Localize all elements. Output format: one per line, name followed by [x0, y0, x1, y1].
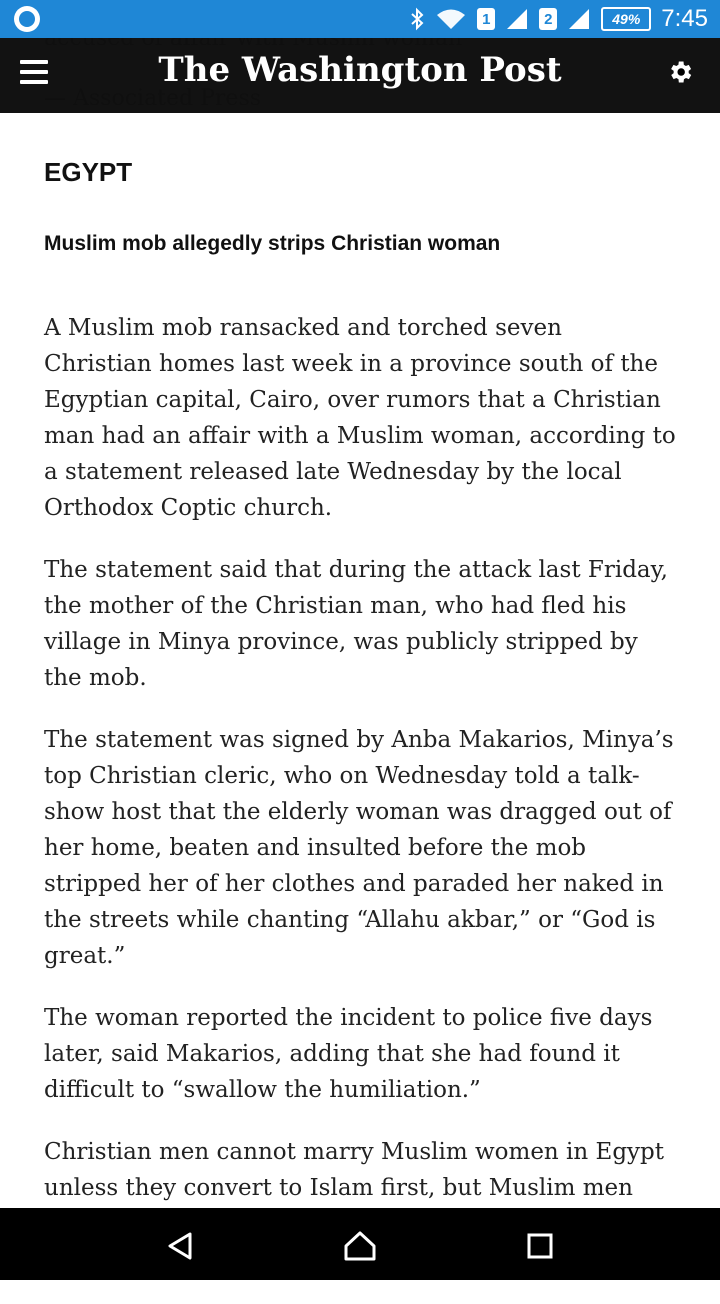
article-body — [44, 310, 676, 1278]
article-paragraph: The woman reported the incident to police five days later, said Makarios, adding that she had found it difficult to “swallow the humiliation.” — [44, 1005, 653, 1103]
gear-icon[interactable] — [666, 58, 694, 86]
back-icon[interactable] — [160, 1226, 200, 1266]
section-title: EGYPT — [44, 157, 133, 187]
battery-icon: 49% — [601, 7, 651, 31]
article-headline: Muslim mob allegedly strips Christian woman — [44, 232, 501, 255]
sim2-badge: 2 — [539, 8, 557, 30]
article-paragraph: The statement said that during the attack last Friday, the mother of the Christian man, who had fled his village in Minya province, was publicly stripped by the mob. — [44, 557, 668, 691]
clock: 7:45 — [661, 5, 708, 32]
home-icon[interactable] — [340, 1226, 380, 1266]
recents-icon[interactable] — [520, 1226, 560, 1266]
wifi-icon — [435, 7, 467, 31]
article-paragraph: Christian men cannot marry Muslim women in Egypt unless they convert to Islam first, but Muslim men — [44, 1139, 665, 1201]
status-bar — [0, 0, 720, 38]
masthead-logo[interactable]: The Washington Post — [158, 50, 562, 90]
navigation-bar — [0, 1208, 720, 1280]
article-paragraph: A Muslim mob ransacked and torched seven Christian homes last week in a province south of the Egyptian capital, Cairo, over rumors that a Christian man had an affair with a Muslim woman, according to a statement released late Wednesday by the local Orthodox Coptic church. — [44, 315, 676, 521]
app-notification-icon — [14, 6, 40, 32]
article-content — [44, 113, 676, 1304]
bluetooth-icon — [409, 7, 425, 31]
article-paragraph: The statement was signed by Anba Makarios, Minya’s top Christian cleric, who on Wednesday told a talk-show host that the elderly woman was dragged out of her home, beaten and insulted before the mob stripped her of her clothes and paraded her naked in the streets while chanting “Allahu akbar,” or “God is great.” — [44, 727, 674, 969]
sim1-badge: 1 — [477, 8, 495, 30]
app-header — [0, 38, 720, 113]
signal-icon — [567, 7, 591, 31]
signal-icon — [505, 7, 529, 31]
